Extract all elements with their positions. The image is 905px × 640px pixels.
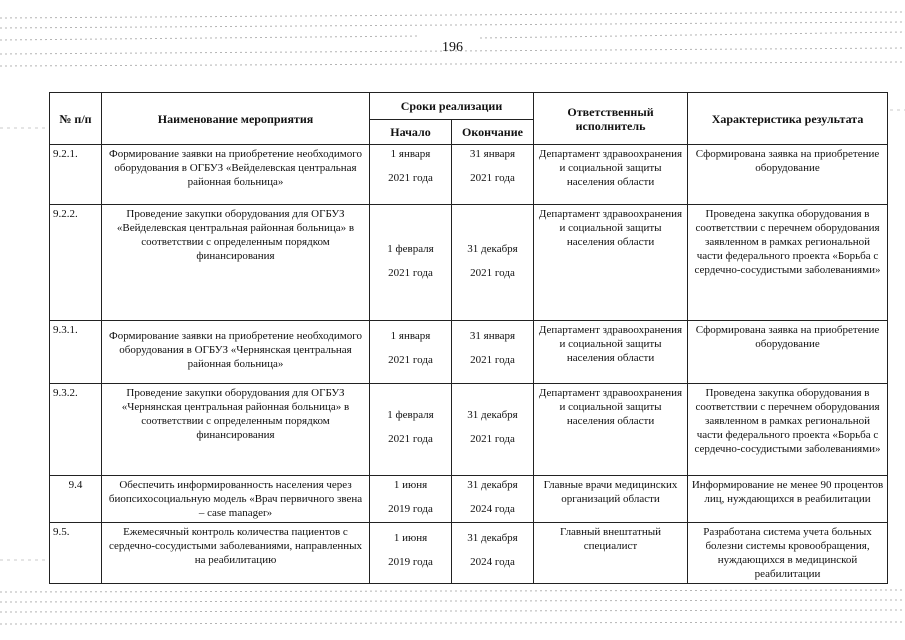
row-responsible: Департамент здравоохранения и социальной защиты населения области [534,145,688,205]
start-year: 2021 года [388,172,433,184]
row-start [370,476,452,523]
header-end: Окончание [452,120,534,145]
row-responsible: Главный внештатный специалист [534,523,688,584]
row-start [370,384,452,476]
row-num: 9.3.2. [50,384,102,476]
row-responsible: Главные врачи медицинских организаций области [534,476,688,523]
row-end [452,476,534,523]
end-day: 31 декабря [467,409,518,421]
start-year: 2019 года [388,556,433,568]
row-responsible: Департамент здравоохранения и социальной защиты населения области [534,321,688,384]
activities-table [49,92,888,584]
row-result: Сформирована заявка на приобретение оборудование [688,145,888,205]
end-year: 2021 года [470,172,515,184]
table-header-row [50,93,888,120]
row-name: Обеспечить информированность населения через биопсихосоциальную модель «Врач первичного звена – case manager» [102,476,370,523]
row-responsible: Департамент здравоохранения и социальной защиты населения области [534,205,688,321]
start-year: 2021 года [388,354,433,366]
start-day: 1 января [390,148,431,160]
end-day: 31 декабря [467,243,518,255]
end-year: 2024 года [470,556,515,568]
row-end [452,145,534,205]
header-name: Наименование мероприятия [102,93,370,145]
row-result: Проведена закупка оборудования в соответствии с перечнем оборудования заявленном в рамках региональной части федерального проекта «Борьба с сердечно-сосудистыми заболеваниями» [688,384,888,476]
row-start [370,321,452,384]
end-day: 31 января [469,330,516,342]
row-result: Разработана система учета больных болезни системы кровообращения, нуждающихся в медицинской реабилитации [688,523,888,584]
row-num: 9.5. [50,523,102,584]
row-num: 9.3.1. [50,321,102,384]
row-num: 9.2.1. [50,145,102,205]
header-num: № п/п [50,93,102,145]
table-row [50,321,888,384]
header-result: Характеристика результата [688,93,888,145]
start-year: 2021 года [388,433,433,445]
end-day: 31 декабря [467,479,518,491]
end-year: 2021 года [470,267,515,279]
start-year: 2019 года [388,503,433,515]
row-num: 9.4 [50,476,102,523]
row-end [452,205,534,321]
row-name: Проведение закупки оборудования для ОГБУЗ «Вейделевская центральная районная больница» в соответствии с определенным порядком финансирования [102,205,370,321]
row-name [102,321,370,384]
row-name: Формирование заявки на приобретение необходимого оборудования в ОГБУЗ «Вейделевская центральная районная больница» [102,145,370,205]
row-start [370,145,452,205]
row-name: Ежемесячный контроль количества пациентов с сердечно-сосудистыми заболеваниями, направленных на реабилитацию [102,523,370,584]
header-start: Начало [370,120,452,145]
page-number: 196 [442,40,463,55]
row-num: 9.2.2. [50,205,102,321]
table-row [50,384,888,476]
row-responsible: Департамент здравоохранения и социальной защиты населения области [534,384,688,476]
row-start [370,523,452,584]
row-result: Информирование не менее 90 процентов лиц, нуждающихся в реабилитации [688,476,888,523]
end-year: 2021 года [470,433,515,445]
start-year: 2021 года [388,267,433,279]
table-row [50,523,888,584]
row-end [452,321,534,384]
start-day: 1 февраля [387,243,434,255]
header-responsible: Ответственный исполнитель [534,93,688,145]
start-day: 1 июня [393,479,428,491]
end-day: 31 декабря [467,532,518,544]
row-name-text: Формирование заявки на приобретение необходимого оборудования в ОГБУЗ «Чернянская центральная районная больница» [109,330,362,370]
start-day: 1 июня [393,532,428,544]
end-year: 2024 года [470,503,515,515]
table-row [50,145,888,205]
row-end [452,384,534,476]
row-result: Проведена закупка оборудования в соответствии с перечнем оборудования заявленном в рамках региональной части федерального проекта «Борьба с сердечно-сосудистыми заболеваниями» [688,205,888,321]
end-day: 31 января [469,148,516,160]
start-day: 1 января [390,330,431,342]
table-row [50,476,888,523]
table-row [50,205,888,321]
row-end [452,523,534,584]
start-day: 1 февраля [387,409,434,421]
row-name: Проведение закупки оборудования для ОГБУЗ «Чернянская центральная районная больница» в соответствии с определенным порядком финансирования [102,384,370,476]
header-terms: Сроки реализации [370,93,534,120]
end-year: 2021 года [470,354,515,366]
row-start [370,205,452,321]
row-result: Сформирована заявка на приобретение оборудование [688,321,888,384]
